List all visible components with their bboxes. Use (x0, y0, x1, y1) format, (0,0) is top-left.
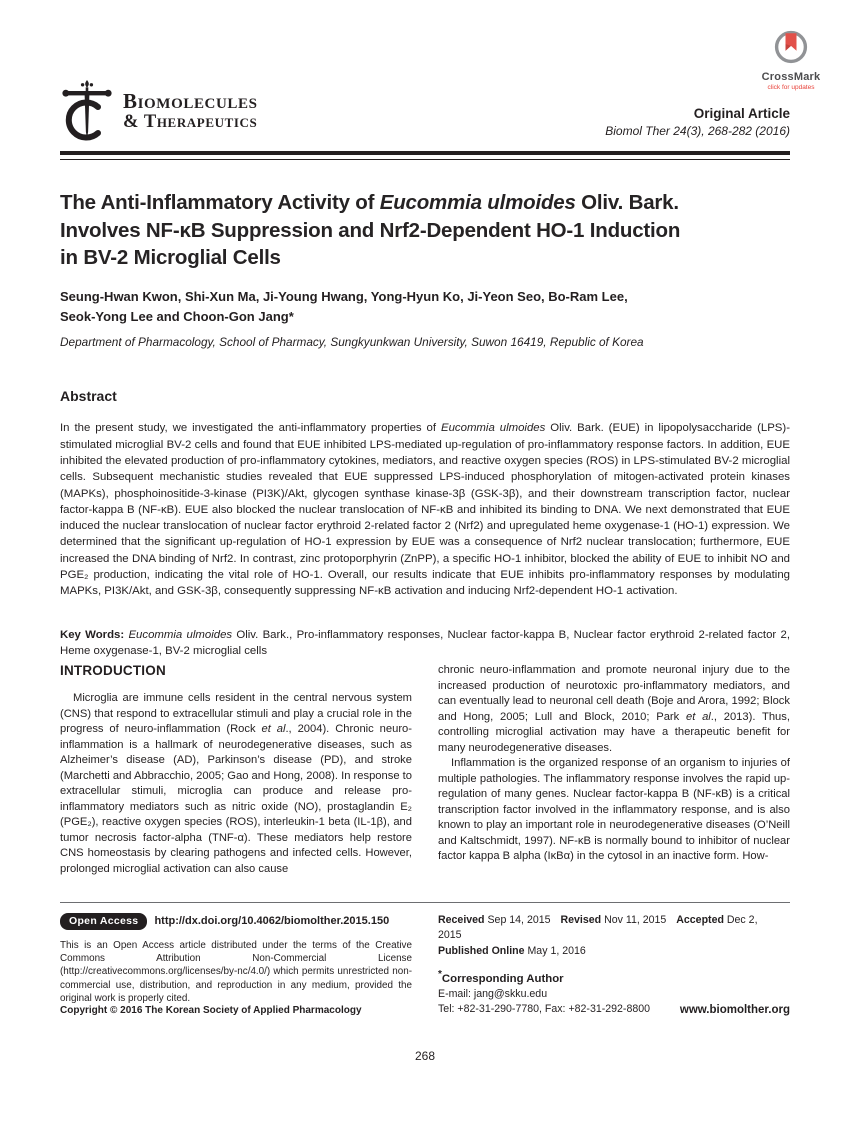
intro-p1c-etal-italic: et al (686, 710, 711, 723)
intro-left-column (60, 663, 412, 902)
intro-p1-etal-italic: et al (261, 723, 286, 735)
accepted-label: Accepted (676, 914, 724, 926)
doi-link[interactable]: http://dx.doi.org/10.4062/biomolther.2015.150 (154, 915, 390, 928)
published-value: May 1, 2016 (527, 945, 586, 957)
title-species-italic: Eucommia ulmoides (379, 191, 576, 214)
journal-website-link[interactable]: www.biomolther.org (679, 1004, 790, 1016)
introduction-heading: INTRODUCTION (60, 663, 166, 678)
article-type-label: Original Article (693, 106, 790, 121)
corresponding-author-line (438, 969, 790, 985)
published-label: Published Online (438, 945, 525, 957)
journal-citation: Biomol Ther 24(3), 268-282 (2016) (605, 124, 790, 138)
article-title (60, 189, 790, 272)
corresponding-star: * (438, 969, 442, 980)
title-seg2: Oliv. Bark. (575, 191, 679, 214)
bottom-row (60, 1004, 790, 1016)
author-list (60, 287, 790, 327)
crossmark-tagline: click for updates (767, 84, 815, 91)
copyright-notice: Copyright © 2016 The Korean Society of Applied Pharmacology (60, 1005, 362, 1016)
email-line[interactable]: E-mail: jang@skku.edu (438, 987, 548, 1000)
journal-name-line1: Biomolecules (123, 89, 258, 114)
revised-value: Nov 11, 2015 (604, 914, 667, 926)
keywords (60, 628, 790, 660)
open-access-row (60, 913, 412, 930)
open-access-badge: Open Access (60, 913, 147, 930)
keywords-label: Key Words: (60, 629, 129, 642)
revised-label: Revised (560, 914, 602, 926)
published-line (438, 944, 790, 959)
intro-paragraph-1-continued (438, 663, 790, 756)
header-meta (605, 106, 790, 144)
keywords-rest: Oliv. Bark., Pro-inflammatory responses, Nuclear factor-kappa B, Nuclear factor erythroid 2-related factor 2, Heme oxygenase-1, BV-2 microglial cells (60, 629, 790, 658)
abstract-seg1: In the present study, we investigated the anti-inflammatory properties of (60, 422, 441, 435)
crossmark-logo-icon (774, 30, 808, 64)
journal-header (60, 80, 790, 144)
intro-right-column (438, 663, 790, 902)
journal-logo (60, 80, 258, 144)
introduction-columns (60, 663, 790, 902)
intro-p1c-seg1: chronic neuro-inflammation and promote neuronal injury due to the increased production of neurotoxic pro-inflammatory mediators, and can eventually lead to neuronal cell death (Boje and Arora, 1992; Block and Hong, 2005; Lull and Block, 2010; Park (438, 664, 790, 723)
license-text: This is an Open Access article distributed under the terms of the Creative Commons Attribution Non-Commercial License (http://creativecommons.org/licenses/by-nc/4.0/) which permits unrestricted non-commercial use, distribution, and reproduction in any medium, provided the original work is properly cited. (60, 939, 412, 1005)
received-dates-line (438, 913, 790, 943)
page-number: 268 (414, 1049, 436, 1063)
tel-fax-line: Tel: +82-31-290-7780, Fax: +82-31-292-8800 (438, 1002, 651, 1015)
footnote-left-column (60, 913, 412, 1015)
crossmark-label: CrossMark (761, 71, 821, 83)
abstract-text (60, 420, 790, 599)
intro-paragraph-1 (60, 691, 412, 877)
intro-p1c-seg2: ., 2013). Thus, controlling microglial activation may have a therapeutic benefit for many neurodegenerative diseases. (438, 710, 790, 754)
abstract-seg2: Oliv. Bark. (EUE) in lipopolysaccharide (LPS)-stimulated microglial BV-2 cells and found that EUE inhibited LPS-mediated up-regulation of pro-inflammatory response factors. In addition, EUE inhibited the elevated production of pro-inflammatory cytokines, mediators, and reactive oxygen species (ROS) in LPS-stimulated BV-2 microglial cells. Subsequent mechanistic studies revealed that EUE suppressed LPS-induced phosphorylation of mitogen-activated protein kinases (MAPKs), phosphoinositide-3-kinase (PI3K)/Akt, glycogen synthase kinase-3β (GSK-3β), and their downstream transcription factor, nuclear factor-kappa B (NF-κB). EUE also blocked the nuclear translocation of NF-κB and inhibited its binding to DNA. We next demonstrated that EUE induced the nuclear translocation of nuclear factor erythroid 2-related factor 2 (Nrf2) and upregulated heme oxygenase-1 (HO-1) expression. We determined that the significant up-regulation of HO-1 expression by EUE was a consequence of Nrf2 nuclear translocation; furthermore, EUE increased the DNA binding of Nrf2. In contrast, zinc protoporphyrin (ZnPP), a specific HO-1 inhibitor, blocked the ability of EUE to inhibit NO and PGE₂ production, indicating the vital role of HO-1. Overall, our results indicate that EUE inhibits pro-inflammatory responses by modulating MAPKs, PI3K/Akt, and GSK-3β, consequently suppressing NF-κB activation and inducing Nrf2-dependent HO-1 activation. (60, 422, 790, 598)
title-line2: Involves NF-κB Suppression and Nrf2-Dependent HO-1 Induction (60, 218, 681, 242)
received-label: Received (438, 914, 485, 926)
corresponding-label: Corresponding Author (441, 972, 564, 985)
footnote-rule (60, 902, 790, 903)
abstract-heading: Abstract (60, 388, 117, 404)
authors-line1: Seung-Hwan Kwon, Shi-Xun Ma, Ji-Young Hwang, Yong-Hyun Ko, Ji-Yeon Seo, Bo-Ram Lee, (60, 289, 628, 304)
footnote-right-column (438, 913, 790, 1015)
footnote-area (60, 913, 790, 1015)
accepted-value: Dec 2, 2015 (438, 914, 758, 941)
journal-name-line2: & Therapeutics (123, 112, 258, 133)
header-rule-thin (60, 159, 790, 160)
journal-logo-icon (60, 80, 114, 144)
journal-name (123, 91, 258, 132)
affiliation: Department of Pharmacology, School of Pharmacy, Sungkyunkwan University, Suwon 16419, Republic of Korea (60, 335, 644, 349)
intro-p1-seg2: ., 2004). Chronic neuro-inflammation is a hallmark of neurodegenerative diseases, such as Alzheimer’s disease (AD), Parkinson’s disease (PD), and stroke (Marchetti and Abbracchio, 2005; Gao and Hong, 2008). In response to extracellular stimuli, microglia can produce and release pro-inflammatory mediators such as nitric oxide (NO), prostaglandin E₂ (PGE₂), reactive oxygen species (ROS), interleukin-1 beta (IL-1β), and tumor necrosis factor-alpha (TNF-α). These mediators help restore CNS homeostasis by clearing pathogens and infected cells. However, prolonged microglial activation can also cause (60, 723, 413, 875)
title-line3: in BV-2 Microglial Cells (60, 246, 281, 269)
intro-p1-seg1: Microglia are immune cells resident in the central nervous system (CNS) that respond to extracellular stimuli and play a crucial role in the progress of neuro-inflammation (Rock (60, 692, 412, 735)
abstract-species-italic: Eucommia ulmoides (440, 422, 546, 435)
received-value: Sep 14, 2015 (487, 914, 551, 926)
header-rule-thick (60, 151, 790, 155)
title-seg1: The Anti-Inflammatory Activity of (60, 191, 380, 214)
intro-paragraph-2: Inflammation is the organized response of an organism to injuries of multiple pathologies. The inflammatory response involves the rapid up-regulation of many genes. Nuclear factor-kappa B (NF-κB) is a critical transcription factor involved in the inflammatory response, and is also known to play an important role in neurodegenerative diseases (O’Neill and Kaltschmidt, 1997). NF-κB is normally bound to inhibitor of nuclear factor kappa B alpha (IκBα) in the cytosol in an inactive form. How- (438, 757, 790, 862)
authors-line2: Seok-Yong Lee and Choon-Gon Jang* (60, 309, 294, 324)
keywords-species-italic: Eucommia ulmoides (128, 629, 233, 642)
